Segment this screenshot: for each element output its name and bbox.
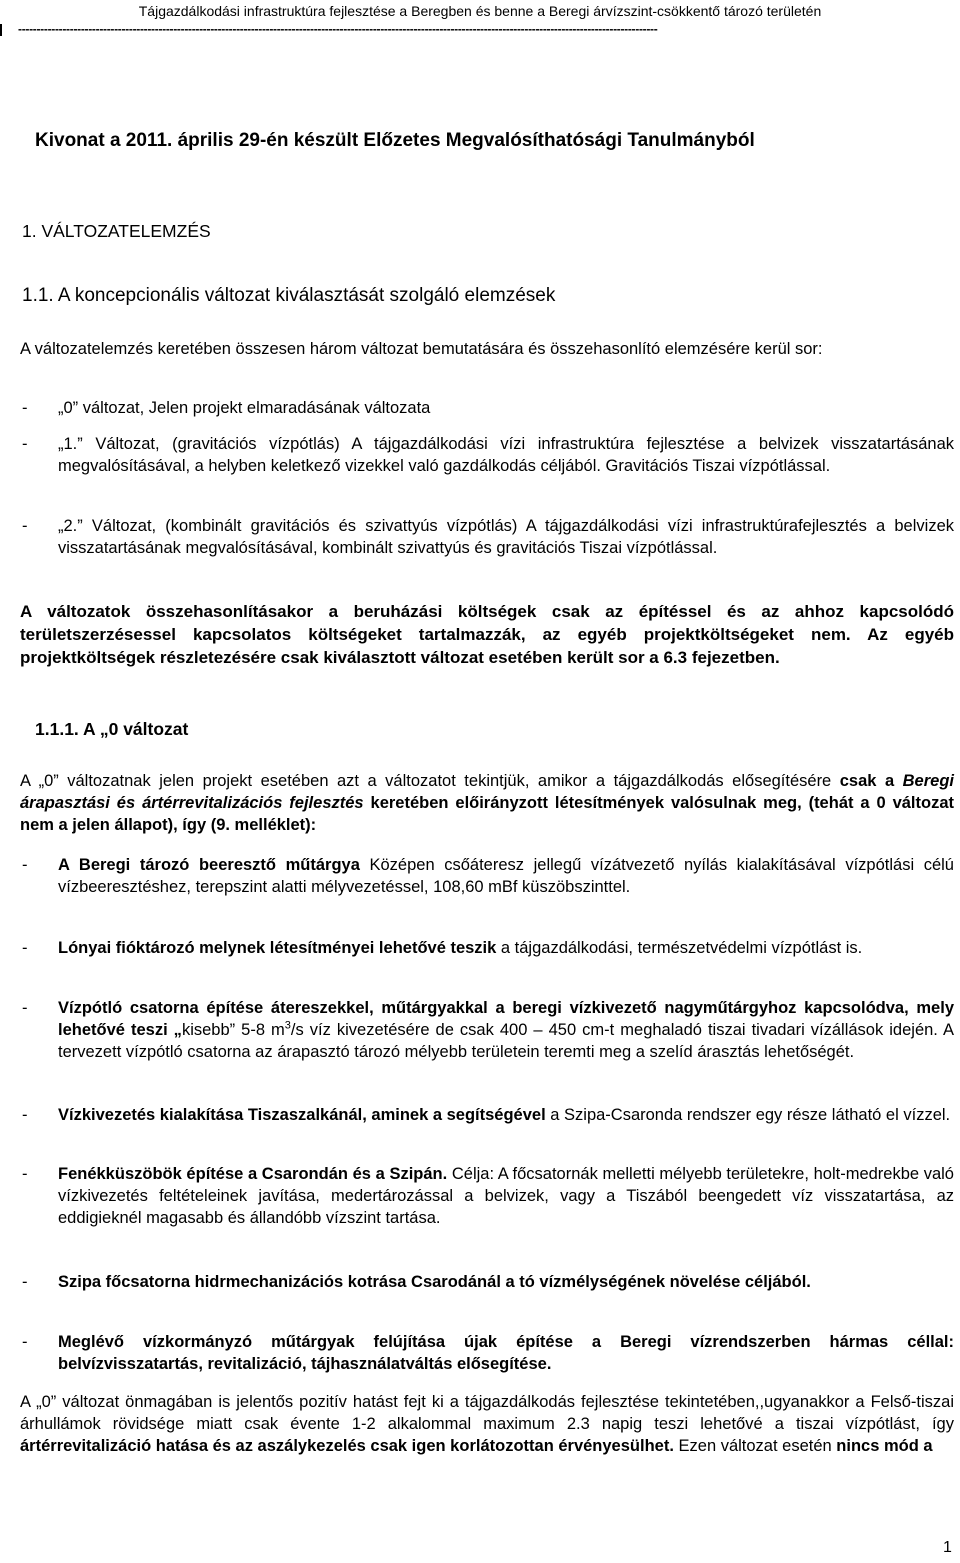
variant-text: „2.” Változat, (kombinált gravitációs és szivattyús vízpótlás) A tájgazdálkodási vízi infrastruktúrafejlesztés a belvizek visszatartásának megvalósításával, kombinált szivattyús és gravitációs Tiszai vízpótlással.: [58, 517, 954, 557]
header-bar: [0, 24, 2, 36]
closing-part3: Ezen változat esetén: [673, 1437, 837, 1455]
list-dash: -: [22, 1106, 28, 1124]
list-dash: -: [22, 856, 28, 874]
facility-item-6: [22, 1331, 954, 1375]
intro-paragraph: A változatelemzés keretében összesen három változat bemutatására és összehasonlító elemzésére kerül sor:: [20, 340, 823, 358]
facility-bold: Vízpótló csatorna építése átereszekkel, műtárgyakkal a beregi vízkivezető nagyműtárgyhoz kapcsolódva, mely lehetővé teszi „: [58, 999, 954, 1039]
facility-bold: Vízkivezetés kialakítása Tiszaszalkánál, aminek a segítségével: [58, 1106, 546, 1124]
closing-paragraph: [20, 1391, 954, 1457]
list-dash: -: [22, 1273, 28, 1291]
facility-item-1: [22, 937, 954, 959]
facility-item-0: [22, 854, 954, 898]
variant-item-1: [22, 433, 954, 477]
cost-note-a: A változatok összehasonlításakor a beruházási költségek csak az építéssel és az ahhoz kapcsolódó területszerzésessel kapcsolatos költségeket tartalmazzák, az egyéb projektköltségeket nem.: [20, 602, 954, 644]
list-dash: -: [22, 399, 28, 417]
variant-item-0: [22, 397, 954, 419]
facility-item-2: [22, 997, 955, 1063]
zero-variant-intro: [20, 770, 954, 836]
zero-intro-part2: csak a: [839, 772, 903, 790]
cost-note-paragraph: [20, 600, 954, 669]
section-heading-1-1: 1.1. A koncepcionális változat kiválasztását szolgáló elemzések: [22, 285, 556, 306]
list-dash: -: [22, 999, 28, 1017]
facility-text: a Szipa-Csaronda rendszer egy része látható el vízzel.: [545, 1106, 951, 1124]
list-dash: -: [22, 939, 28, 957]
facility-bold: Lónyai fióktározó melynek létesítményei lehetővé teszik: [58, 939, 497, 957]
running-header: Tájgazdálkodási infrastruktúra fejlesztése a Beregben és benne a Beregi árvízszint-csökkentő tározó területén: [138, 3, 822, 19]
facility-text: Célja: A főcsatornák melletti mélyebb területekre, holt-medrekbe való vízkivezetés feltételeinek javítása, medertározással a belvizek, vagy a Tiszából beengedett víz visszatartása, az eddigieknél magasabb és állandóbb vízszint tartása.: [58, 1165, 954, 1227]
facility-item-5: [22, 1271, 954, 1293]
variant-item-2: [22, 515, 954, 559]
section-heading-1-1-1: 1.1.1. A „0 változat: [35, 719, 189, 739]
list-dash: -: [22, 435, 28, 453]
facility-bold: A Beregi tározó beeresztő műtárgya: [58, 856, 360, 874]
closing-part4: nincs mód a: [836, 1437, 933, 1455]
facility-text: a tájgazdálkodási, természetvédelmi vízpótlást is.: [496, 939, 863, 957]
facility-text: /s víz kivezetésére de csak 400 – 450 cm-t meghaladó tiszai tivadari vízállások idején. A tervezett vízpótló csatorna az árapasztó tározó mélyebb területein teremti meg a szelíd árasztás lehetőségét.: [58, 1021, 955, 1061]
variant-text: „0” változat, Jelen projekt elmaradásának változata: [58, 399, 431, 417]
facility-bold: Fenékküszöbök építése a Csarondán és a Szipán.: [58, 1165, 448, 1183]
zero-intro-part3: Beregi árapasztási és ártérrevitalizációs fejlesztés: [20, 772, 954, 812]
header-dashes: -----------------------------------------------------------------------------------------------------------------------------------------------------------------------------: [18, 22, 658, 36]
list-dash: -: [22, 517, 28, 535]
list-dash: -: [22, 1165, 28, 1183]
zero-intro-part1: A „0” változatnak jelen projekt esetében azt a változatot tekintjük, amikor a tájgazdálkodás elősegítésére: [20, 772, 840, 790]
facility-mid: kisebb” 5-8 m: [181, 1021, 285, 1039]
section-heading-1: 1. VÁLTOZATELEMZÉS: [22, 221, 211, 241]
facility-bold: Meglévő vízkormányzó műtárgyak felújítása újak építése a Beregi vízrendszerben hármas céllal: belvízvisszatartás, revitalizáció, tájhasználatváltás elősegítése.: [58, 1333, 954, 1373]
facility-item-4: [22, 1163, 954, 1229]
closing-part1: A „0” változat önmagában is jelentős pozitív hatást fejt ki a tájgazdálkodás fejlesztése tekintetében,,ugyanakkor a Felső-tiszai árhullámok rövidsége miatt csak évente 1-2 alkalommal maximum 2.3 napig teszi lehetővé a tiszai vízpótlást, így: [20, 1393, 954, 1433]
zero-intro-part4: keretében előirányzott létesítmények valósulnak meg, (tehát a 0 változat nem a jelen állapot), így (9. melléklet):: [20, 794, 955, 834]
cost-note-b: Az egyéb projektköltségek részletezésére csak kiválasztott változat esetében került sor a 6.3 fejezetben.: [20, 625, 955, 667]
document-title: Kivonat a 2011. április 29-én készült Előzetes Megvalósíthatósági Tanulmányból: [35, 130, 755, 151]
facility-item-3: [22, 1104, 954, 1126]
facility-bold: Szipa főcsatorna hidrmechanizációs kotrása Csarodánál a tó vízmélységének növelése céljából.: [58, 1273, 811, 1291]
closing-part2: ártérrevitalizáció hatása és az aszálykezelés csak igen korlátozottan érvényesülhet.: [20, 1437, 674, 1455]
page-number: 1: [943, 1539, 952, 1556]
list-dash: -: [22, 1333, 28, 1351]
header-rule: [0, 22, 960, 36]
variant-text: „1.” Változat, (gravitációs vízpótlás) A tájgazdálkodási vízi infrastruktúra fejlesztése a belvizek visszatartásának megvalósításával, a helyben keletkező vizekkel való gazdálkodás céljából. Gravitációs Tiszai vízpótlással.: [58, 435, 954, 475]
superscript: 3: [284, 1019, 291, 1032]
facility-text: Középen csőáteresz jellegű vízátvezető nyílás kialakításával vízpótlási célú vízbeeresztéshez, terepszint alatti mélyvezetéssel, 108,60 mBf küszöbszinttel.: [58, 856, 954, 896]
